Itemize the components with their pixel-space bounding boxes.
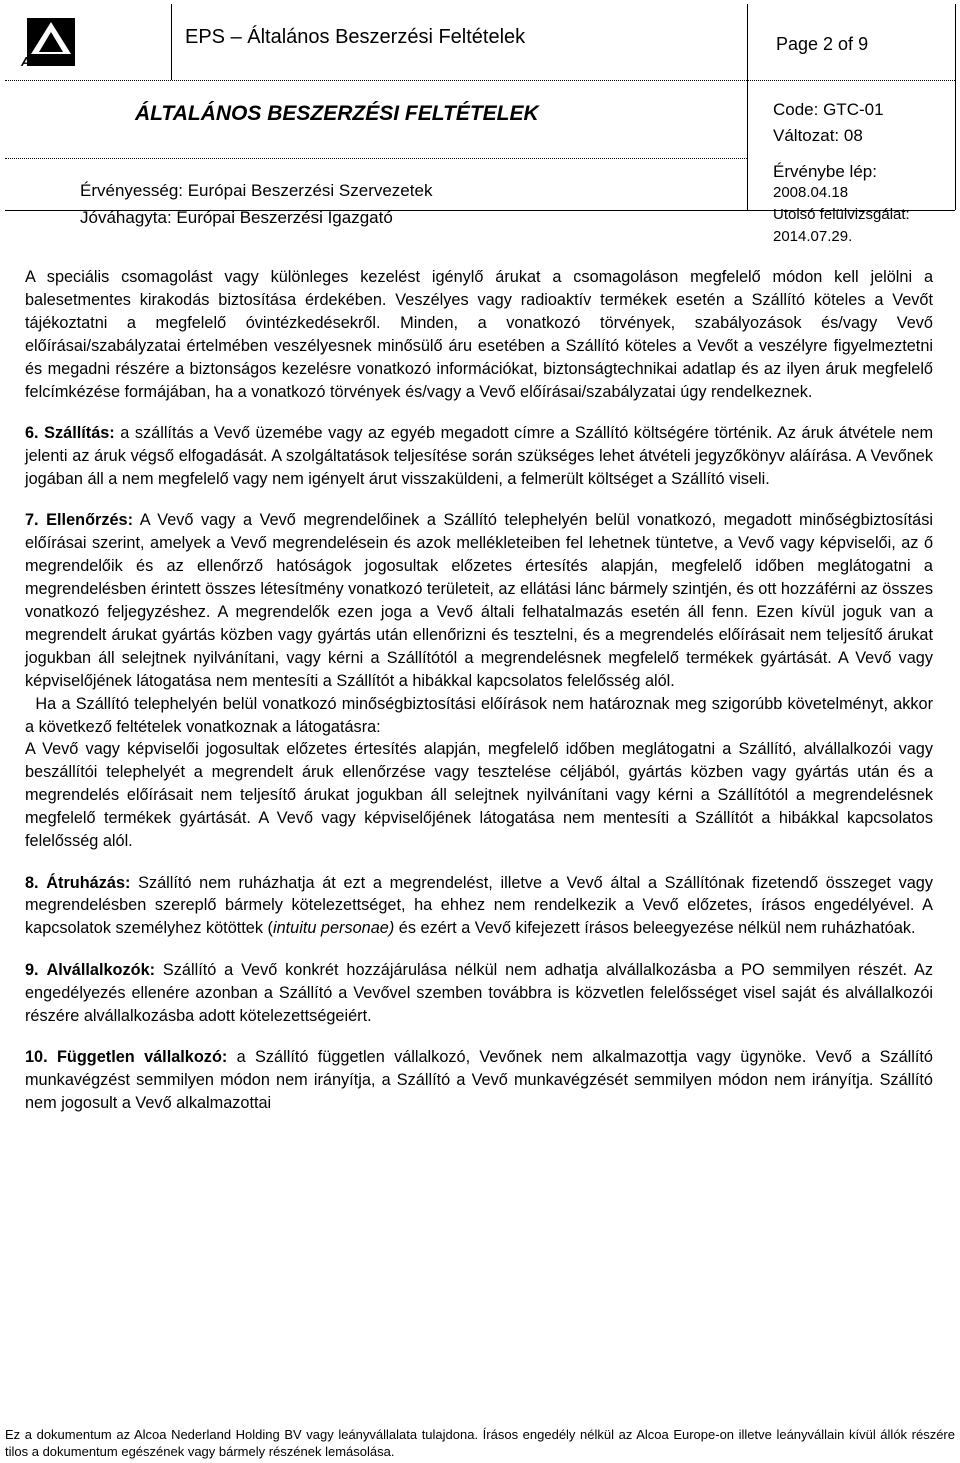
section-10-number: 10. xyxy=(25,1048,48,1067)
page-footer: Ez a dokumentum az Alcoa Nederland Holding BV vagy leányvállalata tulajdona. Írásos engedély nélkül az Alcoa Europe-on illetve leányvállain kívül állók részére tilos a dokumentum egészének vagy bármely részének lemásolása. xyxy=(5,1427,955,1459)
logo-wordmark: ALCOA xyxy=(21,54,73,69)
section-7-number: 7. xyxy=(25,511,39,530)
section-8-number: 8. xyxy=(25,873,39,892)
dates-cell xyxy=(747,158,956,245)
scope-block xyxy=(80,177,432,231)
header-right-border xyxy=(955,4,956,210)
document-body xyxy=(25,266,938,1115)
document-version: Változat: 08 xyxy=(773,126,863,145)
header-bottom-border xyxy=(5,210,955,211)
scope-validity: Érvényesség: Európai Beszerzési Szervezetek xyxy=(80,181,433,200)
page-number: Page 2 of 9 xyxy=(776,34,869,54)
section-8-latin-term: intuitu personae) xyxy=(272,919,395,938)
section-10-title: Független vállalkozó: xyxy=(56,1048,228,1067)
section-7-title: Ellenőrzés: xyxy=(46,511,134,530)
header-divider xyxy=(5,158,747,159)
section-9 xyxy=(25,959,933,1028)
section-7-text: A Vevő vagy a Vevő megrendelőinek a Szállító telephelyén belül vonatkozó, megadott minőségbiztosítási előírásai szerint, amelyek a Vevő megrendelésein és azok mellékleteiben fel lehetnek tüntetve, a Vevő vagy képviselői, az ő megrendelőik és az ellenőrző hatóságok jogosultak előzetes értesítés alapján, megfelelő időben meglátogatni a megrendelésben érintett összes létesítmény vonatkozó területeit, az ellátási lánc bármely szintjén, és ott hozzáférni az összes vonatkozó feljegyzéshez. A megrendelők ezen joga a Vevő általi felhatalmazás esetén áll fenn. Ezen kívül joguk van a megrendelt árukat gyártás közben vagy gyártás után ellenőrizni és tesztelni, és a megrendelés előírásait nem teljesítő árukat jogukban áll selejtnek nyilvánítani, vagy kérni a Szállítótól a megrendelésnek megfelelő termékek gyártását. A Vevő vagy képviselőjének látogatása nem mentesíti a Szállítót a hibákkal kapcsolatos felelősség alól. xyxy=(25,511,933,690)
section-9-title: Alvállalkozók: xyxy=(46,960,156,979)
section-7-paragraph-2: Ha a Szállító telephelyén belül vonatkozó minőségbiztosítási előírások nem határoznak meg szigorúbb követelményt, akkor a következő feltételek vonatkoznak a látogatásra: xyxy=(25,694,938,736)
section-9-text: Szállító a Vevő konkrét hozzájárulása nélkül nem adhatja alvállalkozásba a PO semmilyen részét. Az engedélyezés ellenére azonban a Szállító a Vevővel szemben továbbra is közvetlen felelősséget visel saját és alvállalkozói részére alvállalkozásba adott kötelezettségeiért. xyxy=(25,960,933,1025)
document-code: Code: GTC-01 xyxy=(773,100,884,119)
section-10-text: a Szállító független vállalkozó, Vevőnek nem alkalmazottja vagy ügynöke. Vevő a Szállító munkavégzést semmilyen módon nem irányítja, a Szállító a Vevő munkavégzését semmilyen módon nem irányítja. Szállító nem jogosult a Vevő alkalmazottai xyxy=(25,1048,933,1112)
section-7 xyxy=(25,509,933,692)
section-8-title: Átruházás: xyxy=(46,873,131,892)
document-header xyxy=(5,4,955,245)
code-cell xyxy=(747,80,956,158)
main-title: ÁLTALÁNOS BESZERZÉSI FELTÉTELEK xyxy=(135,102,539,125)
intro-paragraph: A speciális csomagolást vagy különleges kezelést igénylő árukat a csomagoláson megfelelő módon kell jelölni a balesetmentes kirakodás biztosítása érdekében. Veszélyes vagy radioaktív termékek esetén a Szállító köteles a Vevőt tájékoztatni a megfelelő óvintézkedésekről. Minden, a vonatkozó törvények, szabályozások és/vagy Vevő előírásai/szabályzatai értelmében veszélyesnek minősülő áru esetében a Szállító köteles a Vevőt a veszélyre figyelmeztetni és megadni részére a biztonságos kezelésre vonatkozó információkat, biztonságtechnikai adatlap és az ilyen áruk megfelelő felcímkézése formájában, ha a vonatkozó törvények és/vagy a Vevő előírásai/szabályzatai úgy rendelkeznek. xyxy=(25,268,933,401)
section-6-number: 6. xyxy=(25,424,39,443)
effective-label: Érvénybe lép: xyxy=(773,162,877,181)
review-date: 2014.07.29. xyxy=(773,228,853,245)
section-6-text: a szállítás a Vevő üzemébe vagy az egyéb megadott címre a Szállító költségére történik. Az áruk átvétele nem jelenti az áruk végső elfogadását. A szolgáltatások teljesítése során szükséges lehet átvételi jegyzőkönyv aláírása. A Vevőnek jogában áll a nem megfelelő vagy nem igényelt árut visszaküldeni, a felmerült költséget a Szállító viseli. xyxy=(25,424,934,488)
section-10 xyxy=(25,1046,933,1115)
effective-date: 2008.04.18 xyxy=(773,184,849,201)
review-label: Utolsó felülvizsgálat: xyxy=(773,206,910,223)
section-8 xyxy=(25,872,933,941)
section-9-number: 9. xyxy=(25,960,39,979)
logo-area xyxy=(5,4,172,80)
section-8-text: Szállító nem ruházhatja át ezt a megrendelést, illetve a Vevő által a Szállítónak fizetendő összeget vagy megrendelésben szereplő bármely kötelezettséget, ha ehhez nem rendelkezik a Vevő előzetes, írásos engedélyével. A kapcsolatok személyhez kötöttek ( xyxy=(25,873,933,938)
section-7-paragraph-3: A Vevő vagy képviselői jogosultak előzetes értesítés alapján, megfelelő időben meglátogatni a Szállító, alvállalkozói vagy beszállítói telephelyét a megrendelt áruk ellenőrzése vagy tesztelése céljából, gyártás közben vagy gyártás után és a megrendelés előírásait nem teljesítő árukat jogukban áll selejtnek nyilvánítani vagy kérni a Szállítótól a megrendelésnek megfelelő termékek gyártását. A Vevő vagy képviselőjének látogatása nem mentesíti a Szállítót a hibákkal kapcsolatos felelősség alól. xyxy=(25,740,933,851)
section-8-text-end: és ezért a Vevő kifejezett írásos beleegyezése nélkül nem ruházhatóak. xyxy=(394,919,916,938)
section-6 xyxy=(25,422,933,491)
scope-approved: Jóváhagyta: Európai Beszerzési Igazgató xyxy=(80,208,393,227)
section-6-title: Szállítás: xyxy=(44,424,115,443)
page-number-cell xyxy=(747,4,956,80)
document-title: EPS – Általános Beszerzési Feltételek xyxy=(185,26,526,48)
